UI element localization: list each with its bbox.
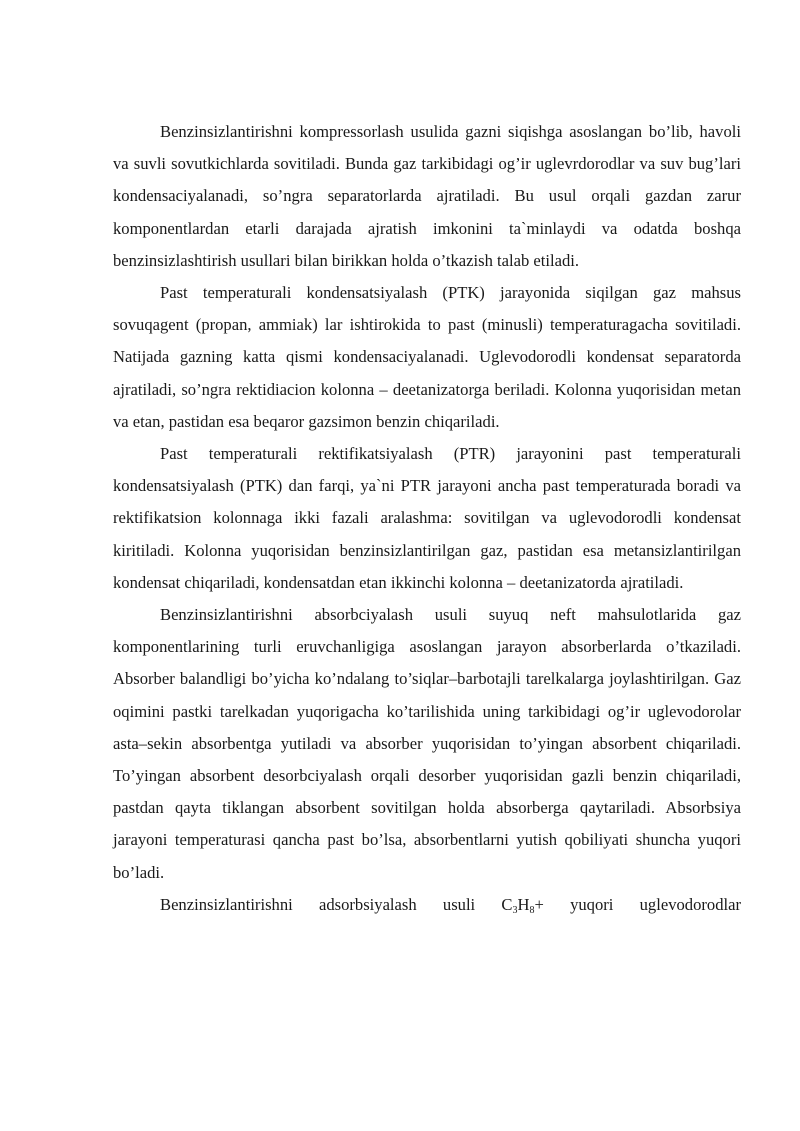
paragraph-compression: Benzinsizlantirishni kompressorlash usulida gazni siqishga asoslangan bo’lib, havoli va suvli sovutkichlarda sovitiladi. Bunda gaz tarkibidagi og’ir uglevrdorodlar va suv bug’lari kondensaciyalanadi, so’ngra separatorlarda ajratiladi. Bu usul orqali gazdan zarur komponentlardan etarli darajada ajratish imkonini ta`minlaydi va odatda boshqa benzinsizlashtirish usullari bilan birikkan holda o’tkazish talab etiladi. — [113, 122, 741, 270]
paragraph-absorption: Benzinsizlantirishni absorbciyalash usuli suyuq neft mahsulotlarida gaz komponentlarining turli eruvchanligiga asoslangan jarayon absorberlarda o’tkaziladi. Absorber balandligi bo’yicha ko’ndalang to’siqlar–barbotajli tarelkalarga joylashtirilgan. Gaz oqimini pastki tarelkadan yuqorigacha ko’tarilishida uning tarkibidagi og’ir uglevodorolar asta–sekin absorbentga yutiladi va absorber yuqorisidan to’yingan absorbent chiqariladi. To’yingan absorbent desorbciyalash orqali desorber yuqorisidan gazli benzin chiqariladi, pastdan qayta tiklangan absorbent sovitilgan holda absorberga qaytariladi. Absorbsiya jarayoni temperaturasi qancha past bo’lsa, absorbentlarni yutish qobiliyati shuncha yuqori bo’ladi. — [113, 605, 741, 882]
subscript-3: 3 — [512, 904, 518, 916]
adsorption-text-end: + yuqori uglevodorodlar — [534, 894, 741, 914]
paragraph-ptk: Past temperaturali kondensatsiyalash (PTK) jarayonida siqilgan gaz mahsus sovuqagent (propan, ammiak) lar ishtirokida to past (minusli) temperaturagacha sovitiladi. Natijada gazning katta qismi kondensaciyalanadi. Uglevodorodli kondensat separatorda ajratiladi, so’ngra rektidiacion kolonna – deetanizatorga beriladi. Kolonna yuqorisidan metan va etan, pastidan esa beqaror gazsimon benzin chiqariladi. — [113, 283, 741, 431]
adsorption-text-start: Benzinsizlantirishni adsorbsiyalash usuli C — [160, 894, 513, 914]
subscript-8: 8 — [529, 904, 535, 916]
adsorption-text-h: H — [517, 894, 530, 914]
paragraph-ptr: Past temperaturali rektifikatsiyalash (PTR) jarayonini past temperaturali kondensatsiyalash (PTK) dan farqi, ya`ni PTR jarayoni ancha past temperaturada boradi va rektifikatsion kolonnaga ikki fazali aralashma: sovitilgan va uglevodorodli kondensat kiritiladi. Kolonna yuqorisidan benzinsizlantirilgan gaz, pastidan esa metansizlantirilgan kondensat chiqariladi, kondensatdan etan ikkinchi kolonna – deetanizatorda ajratiladi. — [113, 444, 741, 592]
paragraph-adsorption — [113, 889, 741, 921]
document-page — [113, 116, 741, 921]
